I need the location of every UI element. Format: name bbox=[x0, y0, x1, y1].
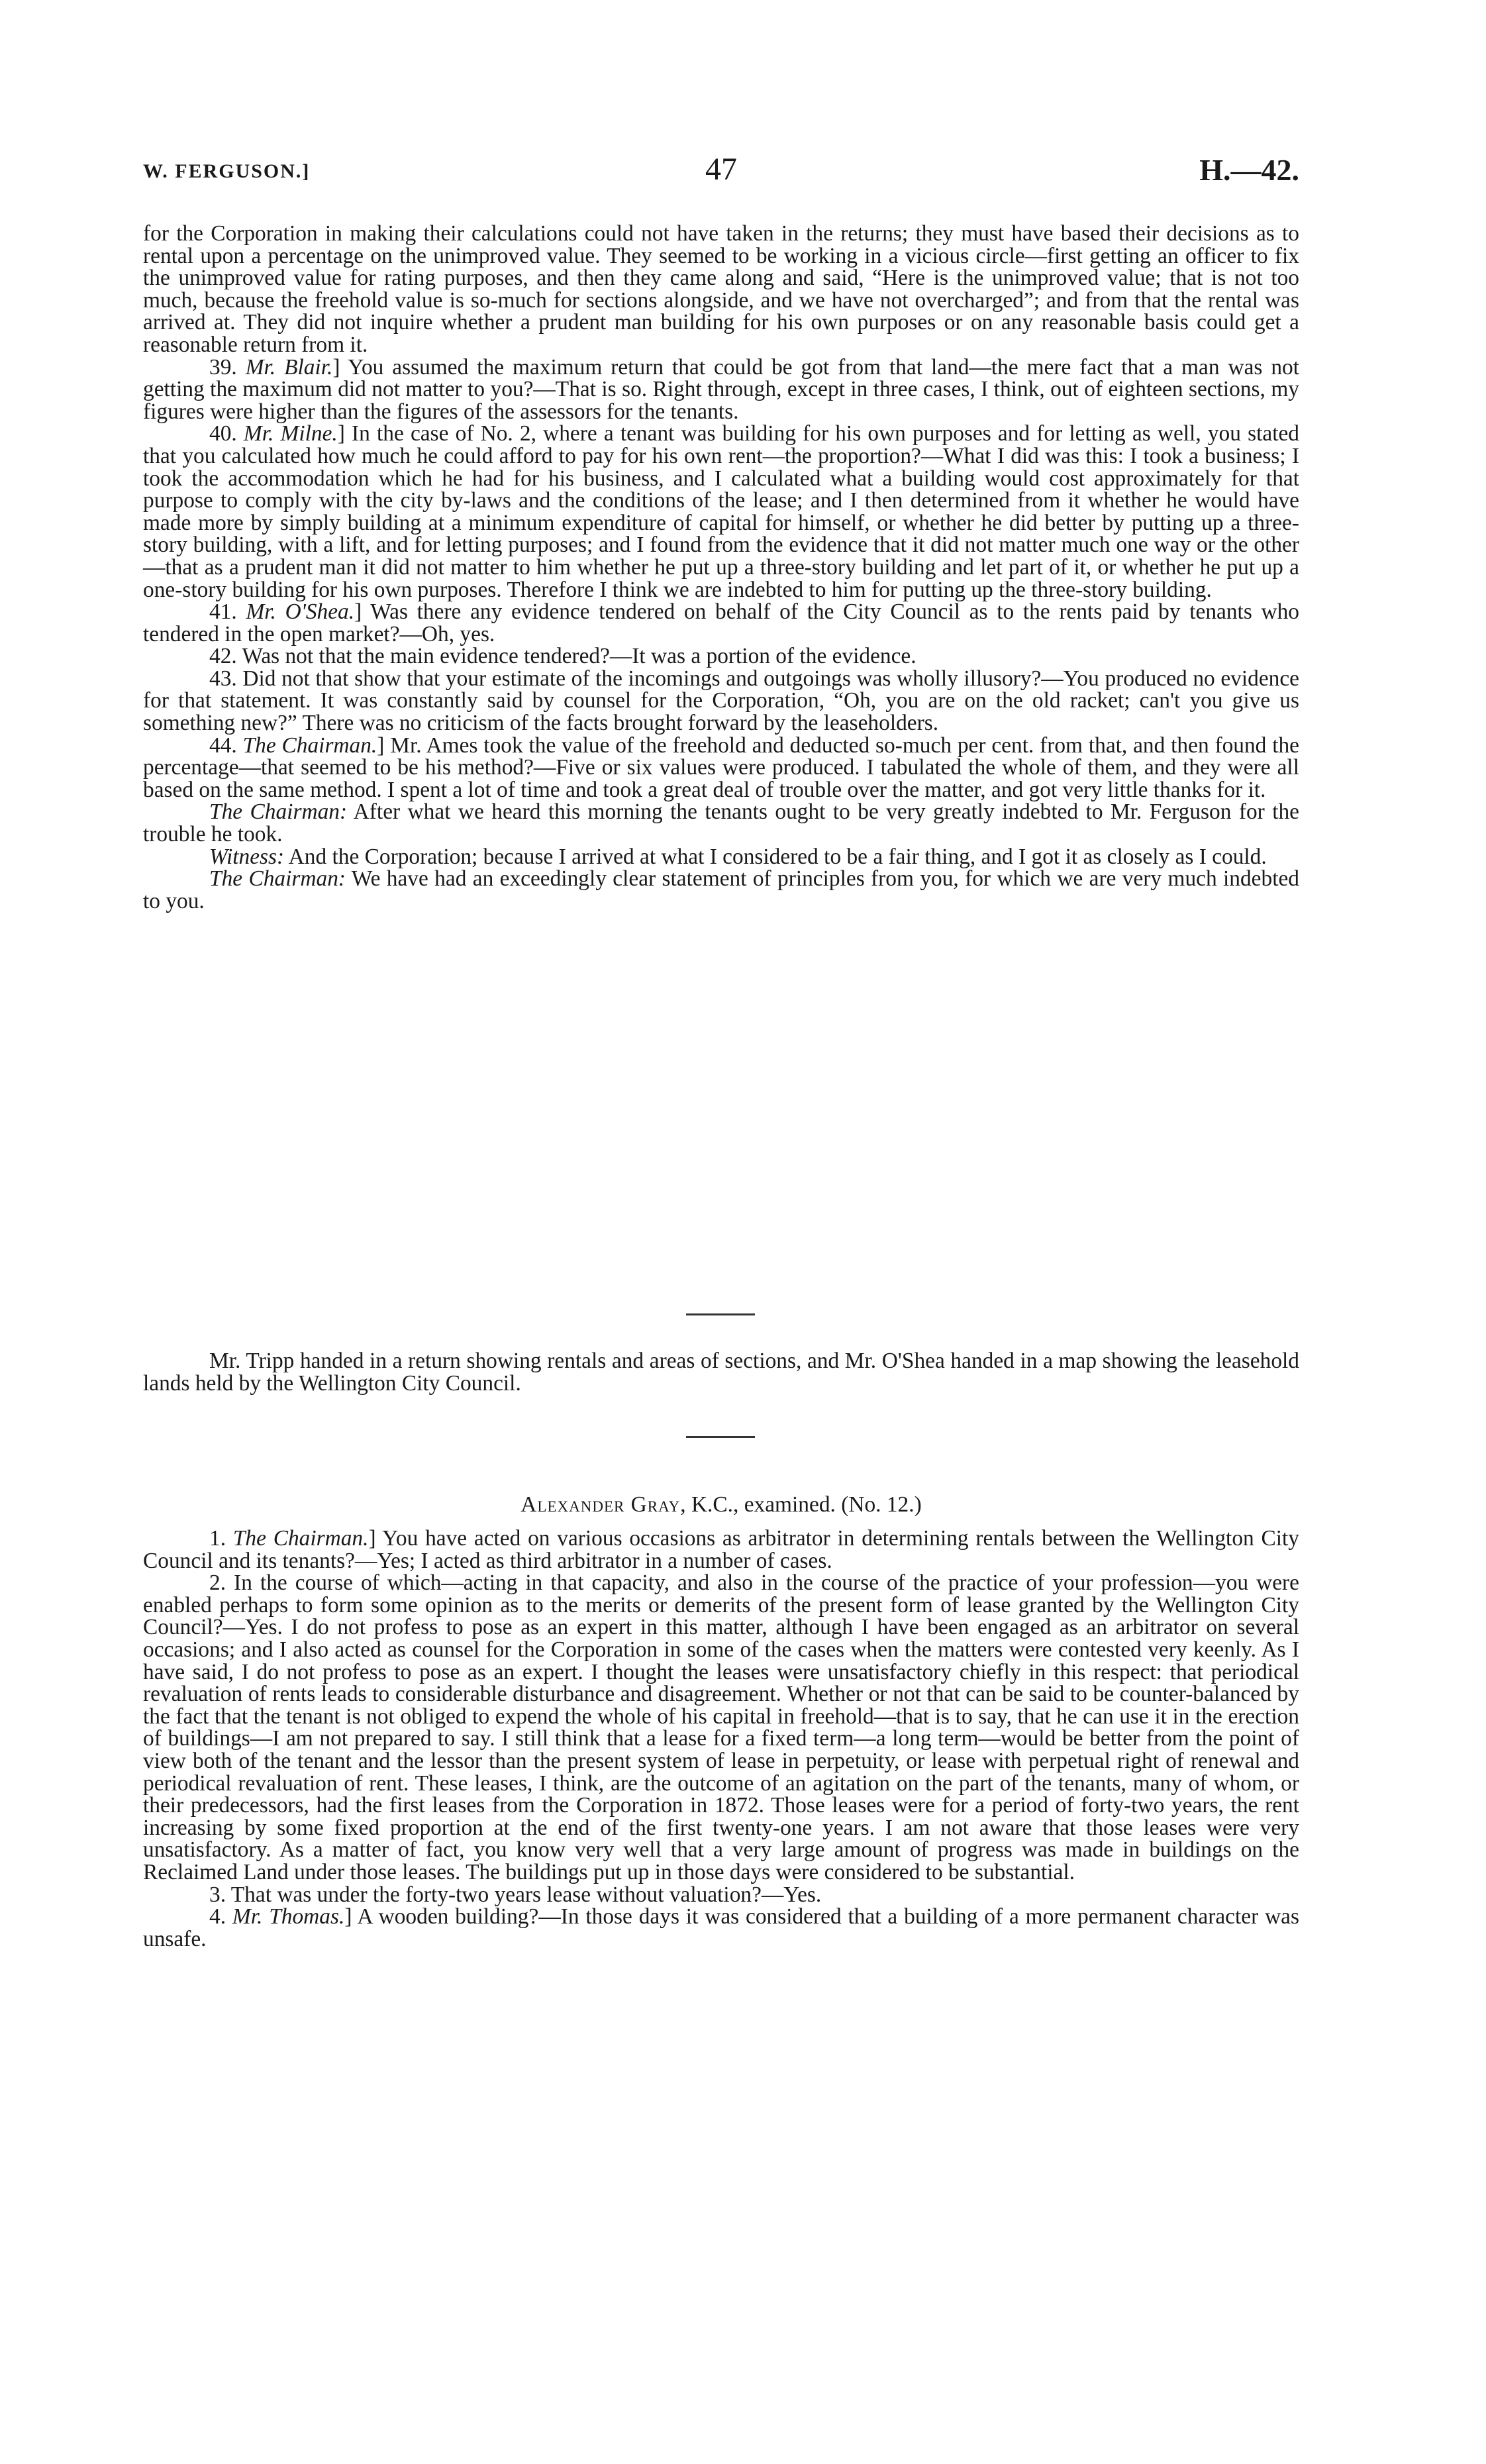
exhibits-note bbox=[143, 1350, 1299, 1394]
paragraph bbox=[143, 668, 1299, 735]
paragraph bbox=[143, 801, 1299, 845]
speaker-label: The Chairman. bbox=[232, 1526, 369, 1551]
speaker-label: The Chairman: bbox=[209, 866, 346, 892]
paragraph-text: ] You assumed the maximum return that could be got from that land—the mere fact that a man was not getting the maximum did not matter to you?—That is so. Right through, except in three cases, I think, out of eighteen sections, my figures were higher than the figures of the assessors for the tenants. bbox=[143, 354, 1300, 424]
paragraph-text: 1. bbox=[209, 1526, 233, 1551]
paragraph bbox=[143, 601, 1299, 645]
paragraph-text: ] Was there any evidence tendered on behalf of the City Council as to the rents paid by tenants who tendered in the open market?—Oh, yes. bbox=[143, 599, 1300, 646]
witness-heading bbox=[143, 1493, 1299, 1517]
paragraph bbox=[143, 846, 1299, 868]
paragraph-text: Mr. Tripp handed in a return showing rentals and areas of sections, and Mr. O'Shea handed in a map showing the leasehold lands held by the Wellington City Council. bbox=[143, 1349, 1299, 1396]
paragraph-text: for the Corporation in making their calculations could not have taken in the returns; they must have based their decisions as to rental upon a percentage on the unimproved value. They seemed to be working in a vicious circle—first getting an officer to fix the unimproved value for rating purposes, and then they came along and said, “Here is the unimproved value; that is not too much, because the freehold value is so-much for sections alongside, and we have not overcharged”; and from that the rental was arrived at. They did not inquire whether a prudent man building for his own purposes or on any reasonable basis could get a reasonable return from it. bbox=[143, 221, 1299, 357]
paragraph bbox=[143, 223, 1299, 356]
speaker-label: Mr. O'Shea. bbox=[246, 599, 355, 625]
paragraph bbox=[143, 356, 1299, 423]
speaker-label: The Chairman. bbox=[242, 733, 377, 758]
paragraph-text: 42. Was not that the main evidence tendered?—It was a portion of the evidence. bbox=[209, 644, 916, 669]
section-divider bbox=[686, 1436, 755, 1438]
document-reference: H.—42. bbox=[1199, 153, 1299, 187]
paragraph-text: ] A wooden building?—In those days it was considered that a building of a more permanent character was unsafe. bbox=[143, 1904, 1300, 1951]
paragraph bbox=[143, 868, 1299, 912]
speaker-label: The Chairman: bbox=[209, 799, 348, 825]
paragraph-text: 3. That was under the forty-two years lease without valuation?—Yes. bbox=[209, 1882, 822, 1907]
paragraph-text: 41. bbox=[209, 599, 246, 625]
speaker-label: Witness: bbox=[209, 844, 285, 869]
paragraph-text: ] Mr. Ames took the value of the freehold and deducted so-much per cent. from that, and then found the percentage—that seemed to be his method?—Five or six values were produced. I tabulated the whole of them, and they were all based on the same method. I spent a lot of time and took a great deal of trouble over the matter, and got very little thanks for it. bbox=[143, 733, 1300, 802]
paragraph-text: ] You have acted on various occasions as arbitrator in determining rentals between the Wellington City Council and its tenants?—Yes; I acted as third arbitrator in a number of cases. bbox=[143, 1526, 1300, 1573]
testimony-block-ferguson bbox=[143, 223, 1299, 912]
paragraph-text: 43. Did not that show that your estimate of the incomings and outgoings was wholly illusory?—You produced no evidence for that statement. It was constantly said by counsel for the Corporation, “Oh, you are on the old racket; can't you give us something new?” There was no criticism of the facts brought forward by the leaseholders. bbox=[143, 666, 1299, 736]
witness-heading-rest: , K.C., examined. (No. 12.) bbox=[680, 1492, 922, 1517]
paragraph bbox=[143, 1350, 1299, 1394]
speaker-label: Mr. Blair. bbox=[245, 354, 333, 380]
paragraph-text: 4. bbox=[209, 1904, 232, 1929]
speaker-label: Mr. Thomas. bbox=[232, 1904, 345, 1929]
speaker-label: Mr. Milne. bbox=[243, 421, 338, 446]
testimony-block-gray bbox=[143, 1527, 1299, 1950]
paragraph bbox=[143, 735, 1299, 801]
header-witness-name: W. FERGUSON.] bbox=[143, 160, 311, 182]
paragraph-text: ] In the case of No. 2, where a tenant was building for his own purposes and for letting as well, you stated that you calculated how much he could afford to pay for his own rent—the proportion?—What I did was this: I took a business; I took the accommodation which he had for his business, and I calculated what a building would cost approximately for that purpose to comply with the city by-laws and the conditions of the lease; and I then determined from it whether he would have made more by simply building at a minimum expenditure of capital for himself, or whether he did better by putting up a three-story building, with a lift, and for letting purposes; and I found from the evidence that it did not matter much one way or the other—that as a prudent man it did not matter to him whether he put up a three-story building and let part of it, or whether he put up a one-story building for his own purposes. Therefore I think we are indebted to him for putting up the three-story building. bbox=[143, 421, 1299, 602]
paragraph-text: After what we heard this morning the tenants ought to be very greatly indebted to Mr. Ferguson for the trouble he took. bbox=[143, 799, 1299, 847]
running-header bbox=[143, 151, 1299, 191]
paragraph-text: 2. In the course of which—acting in that capacity, and also in the course of the practice of your profession—you were enabled perhaps to form some opinion as to the merits or demerits of the present form of lease granted by the Wellington City Council?—Yes. I do not profess to pose as an expert in this matter, although I have been engaged as an arbitrator on several occasions; and I also acted as counsel for the Corporation in some of the cases when the matters were contested very keenly. As I have said, I do not profess to pose as an expert. I thought the leases were unsatisfactory chiefly in this respect: that periodical revaluation of rents leads to considerable disturbance and disagreement. Whether or not that can be said to be counter-balanced by the fact that the tenant is not obliged to expend the whole of his capital in freehold—that is to say, that he can use it in the erection of buildings—I am not prepared to say. I still think that a lease for a fixed term—a long term—would be better from the point of view both of the tenant and the lessor than the present system of lease in perpetuity, or lease with perpetual right of renewal and periodical revaluation of rent. These leases, I think, are the outcome of an agitation on the part of the tenants, many of whom, or their predecessors, had the first leases from the Corporation in 1872. Those leases were for a period of forty-two years, the rent increasing by some fixed proportion at the end of the first twenty-one years. I am not aware that those leases were very unsatisfactory. As a matter of fact, you know very well that a very large amount of progress was made in buildings on the Reclaimed Land under those leases. The buildings put up in those days were considered to be substantial. bbox=[143, 1570, 1299, 1884]
paragraph-text: 40. bbox=[209, 421, 244, 446]
page-number: 47 bbox=[705, 152, 737, 187]
paragraph bbox=[143, 1884, 1299, 1906]
paragraph-text: 44. bbox=[209, 733, 243, 758]
paragraph bbox=[143, 1906, 1299, 1950]
paragraph bbox=[143, 1527, 1299, 1572]
witness-name: Alexander Gray bbox=[520, 1492, 681, 1517]
paragraph-text: 39. bbox=[209, 354, 246, 380]
paragraph bbox=[143, 423, 1299, 601]
paragraph-text: We have had an exceedingly clear statement of principles from you, for which we are very much indebted to you. bbox=[143, 866, 1299, 913]
paragraph-text: And the Corporation; because I arrived at what I considered to be a fair thing, and I got it as closely as I could. bbox=[284, 844, 1267, 869]
paragraph bbox=[143, 645, 1299, 668]
section-divider bbox=[686, 1313, 755, 1315]
paragraph bbox=[143, 1572, 1299, 1883]
